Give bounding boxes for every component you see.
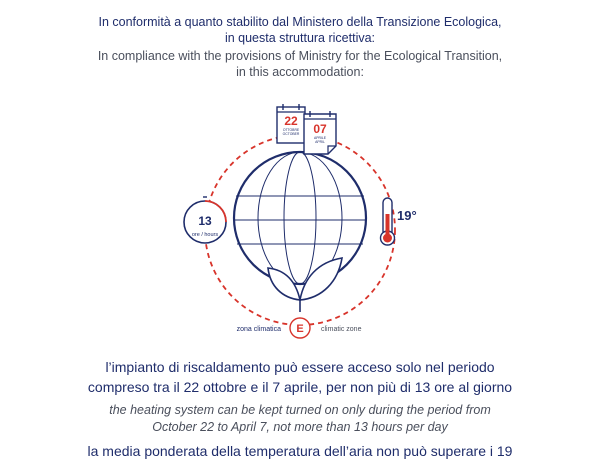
zone-label-it: zona climatica xyxy=(236,326,281,333)
calendar-end-month-en: APRIL xyxy=(315,140,325,144)
body-en-line2: October 22 to April 7, not more than 13 hours per day xyxy=(152,420,448,434)
body-it-line2: compreso tra il 22 ottobre e il 7 aprile, per non più di 13 ore al giorno xyxy=(87,379,513,395)
calendar-start-month-en: OCTOBER xyxy=(282,132,300,136)
calendar-start-month-it: OTTOBRE xyxy=(282,128,300,132)
zone-letter: E xyxy=(296,323,304,335)
header-en-line1: In compliance with the provisions of Ministry for the Ecological Transition, xyxy=(97,49,503,63)
header-it-line2: in questa struttura ricettiva: xyxy=(224,31,376,45)
calendar-end-day: 07 xyxy=(313,122,327,136)
thermometer-icon xyxy=(381,198,395,245)
header-it-line1: In conformità a quanto stabilito dal Ministero della Transizione Ecologica, xyxy=(98,15,502,29)
header-en-line2: in this accommodation: xyxy=(236,65,364,79)
clock-label: ore / hours xyxy=(191,232,219,238)
globe-icon xyxy=(234,152,366,284)
thermometer-temperature: 19° xyxy=(397,208,417,223)
clock-hours: 13 xyxy=(198,214,212,228)
body-en-line1: the heating system can be kept turned on only during the period from xyxy=(109,403,491,417)
body-it-line3: la media ponderata della temperatura dell’aria non può superare i 19 xyxy=(87,443,513,459)
zone-label-en: climatic zone xyxy=(321,326,362,333)
calendar-start-day: 22 xyxy=(284,114,298,128)
body-it-line1: l’impianto di riscaldamento può essere acceso solo nel periodo xyxy=(105,359,495,375)
calendar-end-month-it: APRILE xyxy=(313,136,327,140)
